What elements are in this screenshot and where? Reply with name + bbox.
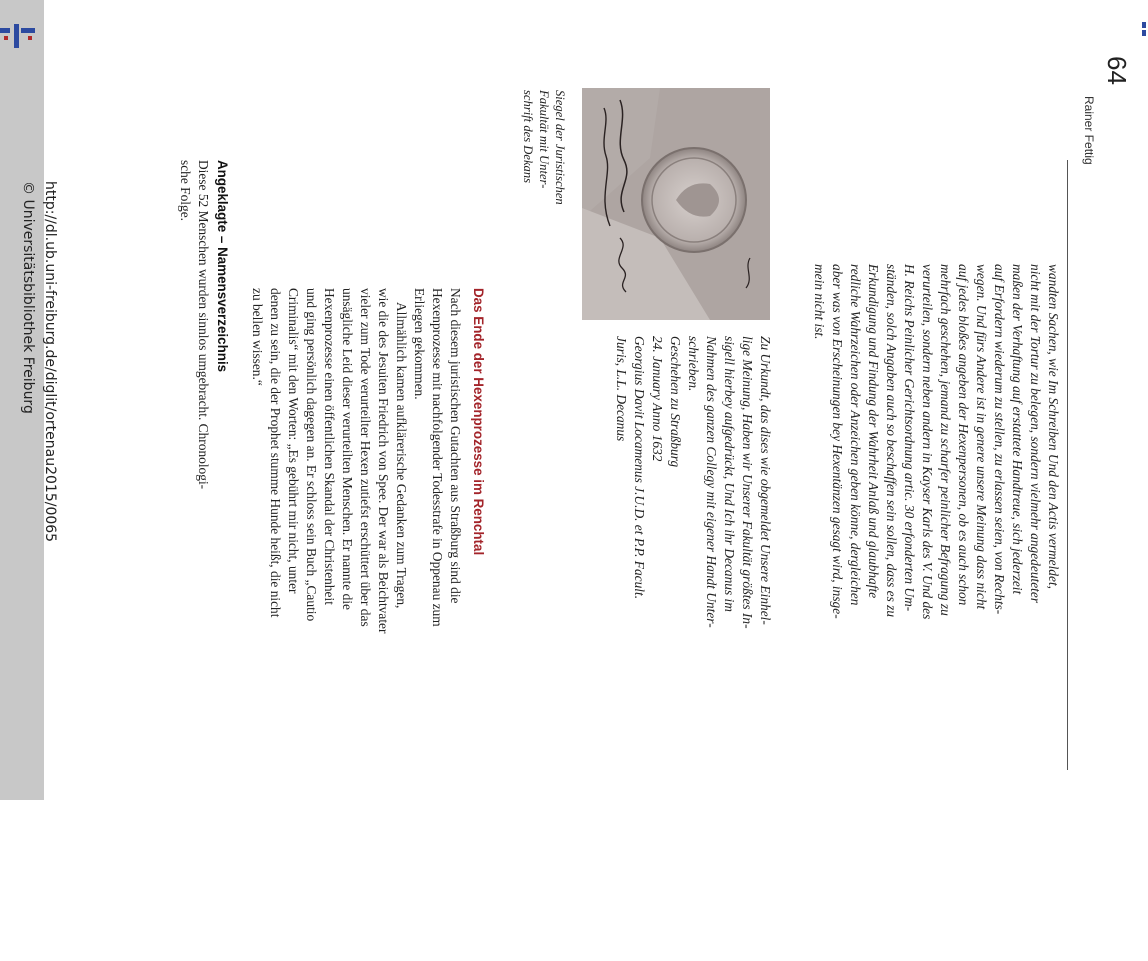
- quote-line: Zu Urkundt, das dises wie obgemeldet Unsere Einhel-: [758, 336, 773, 625]
- quote-line: ständen, solch Angaben auch so beschaffen sein sollen, dass es zu: [884, 264, 899, 618]
- caption-line: schrift des Dekans: [521, 90, 535, 184]
- body-line: unsägliche Leid dieser verurteilten Menschen. Er nannte die: [340, 288, 355, 610]
- signature-line: Juris, L.L. Decanus: [614, 336, 629, 442]
- body-line: Allmählich kamen aufklärerische Gedanken zum Tragen,: [394, 302, 409, 609]
- quote-line: redliche Wahrzeichen oder Anzeichen geben könne, dergleichen: [848, 264, 863, 606]
- quote-line: H. Reichs Peinlicher Gerichtsordnung artic. 30 erfonderten Um-: [902, 264, 917, 612]
- body-line: Hexenprozesse einen öffentlichen Skandal der Christenheit: [322, 288, 337, 605]
- section-body: [176, 160, 212, 762]
- quote-line: mein nicht ist.: [812, 264, 827, 340]
- body-line: denen zu sein, die der Prophet stumme Hunde heißt, die nicht: [268, 288, 283, 618]
- viewer-right-marker: [1138, 20, 1148, 40]
- quote-line: wandten Sachen, wie Im Schreiben Und den Actis vermeldet,: [1046, 264, 1061, 590]
- signature-line: Geschehen zu Straßburg: [668, 336, 683, 468]
- library-logo-icon: [0, 20, 44, 50]
- body-line: Nach diesem juristischen Gutachten aus Straßburg sind die: [448, 288, 463, 604]
- section-body: [248, 288, 464, 762]
- body-line: vieler zum Tode verurteilter Hexen zutiefst erschüttert über das: [358, 288, 373, 627]
- viewer-margin: [0, 0, 58, 800]
- quote-line: schrieben.: [686, 336, 701, 392]
- quote-line: Nahmen des ganzen Collegy mit eigener Handt Unter-: [704, 336, 719, 628]
- body-line: Criminalis“ mit den Worten: „Es gebührt mir nicht, unter: [286, 288, 301, 594]
- body-line: Erliegen gekommen.: [412, 288, 427, 400]
- quote-line: mehrfach geschehen, jemand zu scharfer peinlicher Befragung zu: [938, 264, 953, 616]
- copyright-notice: © Universitätsbibliothek Freiburg: [20, 181, 36, 414]
- body-line: Diese 52 Menschen wurden sinnlos umgebracht. Chronologi-: [196, 160, 211, 490]
- section-heading: Angeklagte – Namensverzeichnis: [215, 160, 230, 373]
- quote-closing-block: [612, 336, 774, 738]
- body-line: wie die des Jesuiten Friedrich von Spee. Der war als Beichtvater: [376, 288, 391, 634]
- seal-photo: [582, 88, 770, 320]
- quote-line: verurteilen, sondern neben andern in Kayser Karls des V. Und des: [920, 264, 935, 620]
- quote-line: maßen der Verhaftung auf erstattete Handtreue, sich jederzeit: [1010, 264, 1025, 595]
- document-url[interactable]: http://dl.ub.uni-freiburg.de/diglit/ortenau2015/0065: [42, 181, 58, 543]
- caption-line: Siegel der Juristischen: [553, 90, 567, 205]
- quote-line: lige Meinung, Haben wir Unserer Fakultät größtes In-: [740, 336, 755, 629]
- page-number: 64: [1102, 56, 1132, 85]
- quote-line: wegen. Und fürs Andere ist in genere unsere Meinung dass nicht: [974, 264, 989, 610]
- body-line: zu bellen wissen.“: [250, 288, 265, 386]
- running-header-author: Rainer Fettig: [1082, 96, 1096, 165]
- caption-line: Fakultät mit Unter-: [537, 90, 551, 189]
- body-line: Hexenprozesse mit nachfolgender Todesstrafe in Oppenau zum: [430, 288, 445, 627]
- body-line: sche Folge.: [178, 160, 193, 221]
- body-line: und ging persönlich dagegen an. Er schloss sein Buch „Cautio: [304, 288, 319, 622]
- signature-line: 24. January Anno 1632: [650, 336, 665, 462]
- quote-block: [810, 264, 1062, 738]
- quote-line: auf Erfordern wiederum zu stellen, zu erlassen seien, von Rechts-: [992, 264, 1007, 615]
- quote-line: auf jedes bloßes angeben der Hexenpersonen, ob es auch schon: [956, 264, 971, 606]
- scanned-page: [84, 40, 1134, 800]
- quote-line: aber was von Erscheinungen bey Hexentänzen gesagt wird, insge-: [830, 264, 845, 619]
- quote-line: sigell hierbey aufgedrückt, Und Ich ihr Decanus im: [722, 336, 737, 612]
- signature-line: Georgius Davit Locamenus J.U.D. et P.P. Facult.: [632, 336, 647, 600]
- header-rule: [1067, 160, 1068, 770]
- photo-caption: [520, 90, 568, 210]
- quote-line: Erkundigung und Findung der Wahrheit Anlaß und glaubhafte: [866, 264, 881, 599]
- quote-line: nicht mit der Tortur zu belegen, sondern vielmehr angedeuteter: [1028, 264, 1043, 604]
- section-heading: Das Ende der Hexenprozesse im Renchtal: [471, 288, 486, 556]
